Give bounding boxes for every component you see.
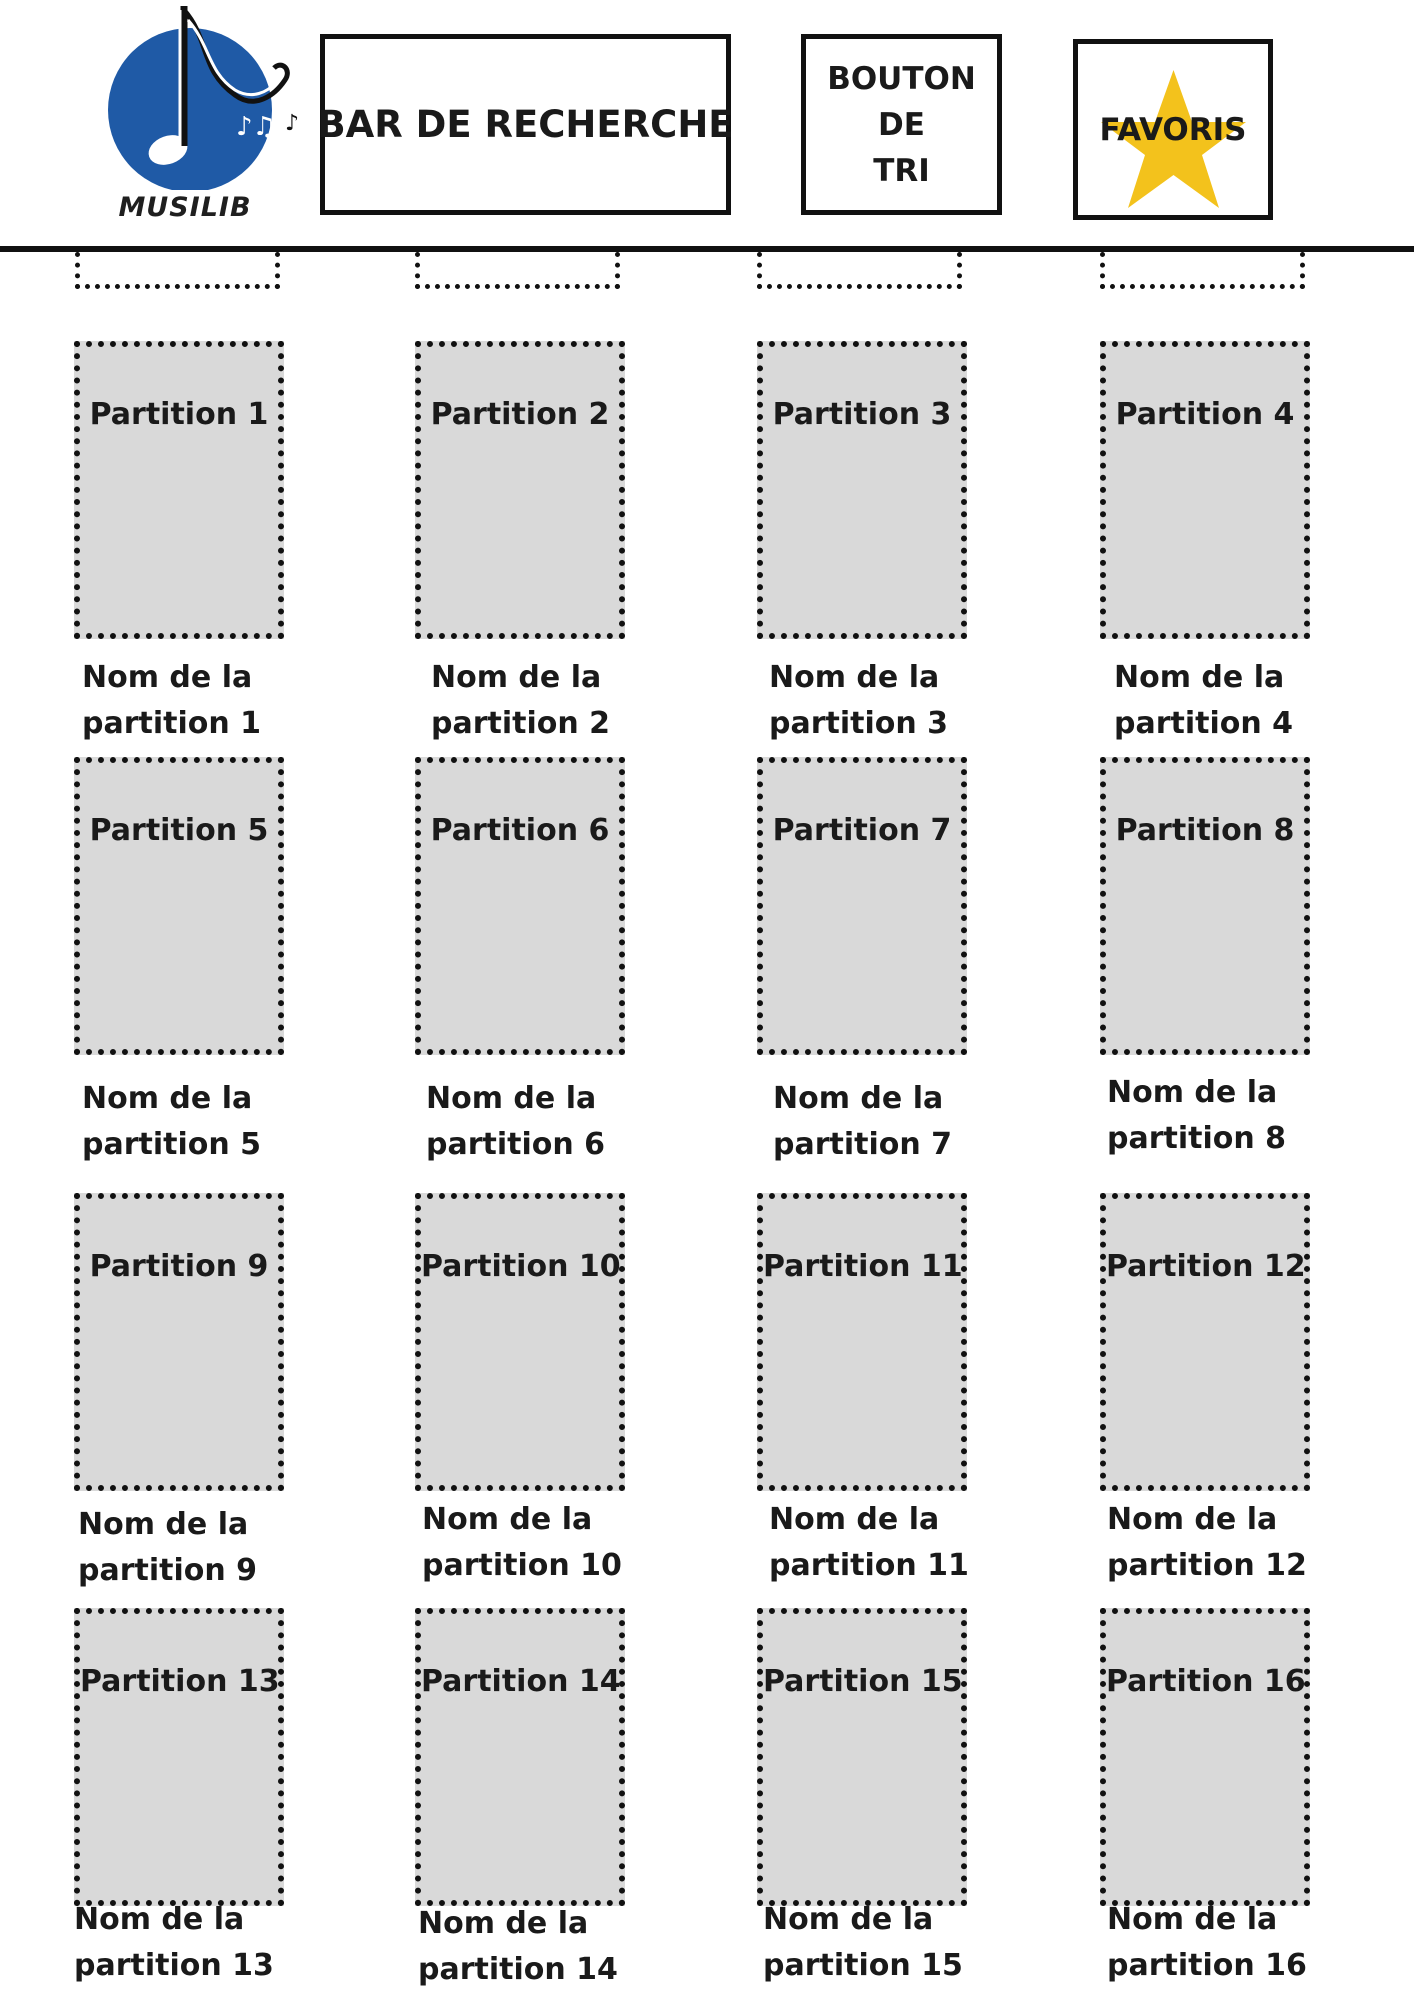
partition-card-title: Partition 13 [80, 1664, 280, 1699]
partition-name[interactable]: Nom de la partition 10 [422, 1502, 622, 1583]
partition-card[interactable] [1100, 1193, 1310, 1491]
partition-name[interactable]: Nom de la partition 7 [773, 1081, 953, 1162]
partition-card[interactable] [74, 1193, 284, 1491]
partition-card[interactable] [757, 341, 967, 639]
partition-card[interactable] [757, 757, 967, 1055]
partition-card[interactable] [415, 757, 625, 1055]
partition-card-title: Partition 16 [1106, 1664, 1306, 1699]
partition-card[interactable] [74, 757, 284, 1055]
partition-name[interactable]: Nom de la partition 16 [1107, 1902, 1307, 1983]
partition-card[interactable] [1100, 757, 1310, 1055]
musilib-logo[interactable] [60, 0, 310, 240]
partition-card-title: Partition 11 [763, 1249, 963, 1284]
partition-card-title: Partition 9 [89, 1249, 269, 1284]
partition-name[interactable]: Nom de la partition 6 [426, 1081, 606, 1162]
partition-card-title: Partition 3 [772, 397, 952, 432]
partition-name[interactable]: Nom de la partition 11 [769, 1502, 969, 1583]
partition-card[interactable] [415, 1608, 625, 1906]
partition-name[interactable]: Nom de la partition 8 [1107, 1075, 1287, 1156]
partial-card-placeholder [415, 252, 620, 289]
partition-card-title: Partition 12 [1106, 1249, 1306, 1284]
partition-name[interactable]: Nom de la partition 14 [418, 1906, 618, 1987]
partition-card-title: Partition 10 [421, 1249, 621, 1284]
partition-card-title: Partition 8 [1115, 813, 1295, 848]
partition-name[interactable]: Nom de la partition 4 [1114, 660, 1294, 741]
svg-text:♪: ♪ [285, 111, 300, 136]
partial-card-placeholder [757, 252, 962, 289]
partition-card[interactable] [415, 1193, 625, 1491]
partition-card[interactable] [415, 341, 625, 639]
partition-card[interactable] [1100, 1608, 1310, 1906]
partial-card-placeholder [1100, 252, 1305, 289]
partition-card-title: Partition 6 [430, 813, 610, 848]
partition-name[interactable]: Nom de la partition 1 [82, 660, 262, 741]
partition-name[interactable]: Nom de la partition 13 [74, 1902, 274, 1983]
sort-button[interactable] [801, 34, 1002, 215]
partition-name[interactable]: Nom de la partition 2 [431, 660, 611, 741]
favorites-label: FAVORIS [1099, 111, 1247, 148]
svg-text:♪♫: ♪♫ [236, 112, 276, 142]
search-bar-label: BAR DE RECHERCHE [317, 103, 734, 146]
sort-button-label: BOUTON DE TRI [827, 60, 976, 189]
partition-name[interactable]: Nom de la partition 3 [769, 660, 949, 741]
partition-card-title: Partition 5 [89, 813, 269, 848]
favorites-button[interactable] [1073, 39, 1273, 220]
partition-card[interactable] [757, 1193, 967, 1491]
music-note-icon [60, 0, 310, 190]
search-bar[interactable] [317, 34, 734, 215]
partition-name[interactable]: Nom de la partition 5 [82, 1081, 262, 1162]
partition-card[interactable] [74, 341, 284, 639]
partition-card-title: Partition 4 [1115, 397, 1295, 432]
partition-card-title: Partition 2 [430, 397, 610, 432]
partition-name[interactable]: Nom de la partition 15 [763, 1902, 963, 1983]
partition-card[interactable] [757, 1608, 967, 1906]
logo-text: MUSILIB [118, 192, 252, 223]
partial-card-placeholder [75, 252, 280, 289]
partition-card-title: Partition 14 [421, 1664, 621, 1699]
partition-card[interactable] [1100, 341, 1310, 639]
partition-card-title: Partition 1 [89, 397, 269, 432]
partition-card-title: Partition 15 [763, 1664, 963, 1699]
partition-name[interactable]: Nom de la partition 12 [1107, 1502, 1307, 1583]
partition-card[interactable] [74, 1608, 284, 1906]
partition-name[interactable]: Nom de la partition 9 [78, 1507, 258, 1588]
partition-card-title: Partition 7 [772, 813, 952, 848]
